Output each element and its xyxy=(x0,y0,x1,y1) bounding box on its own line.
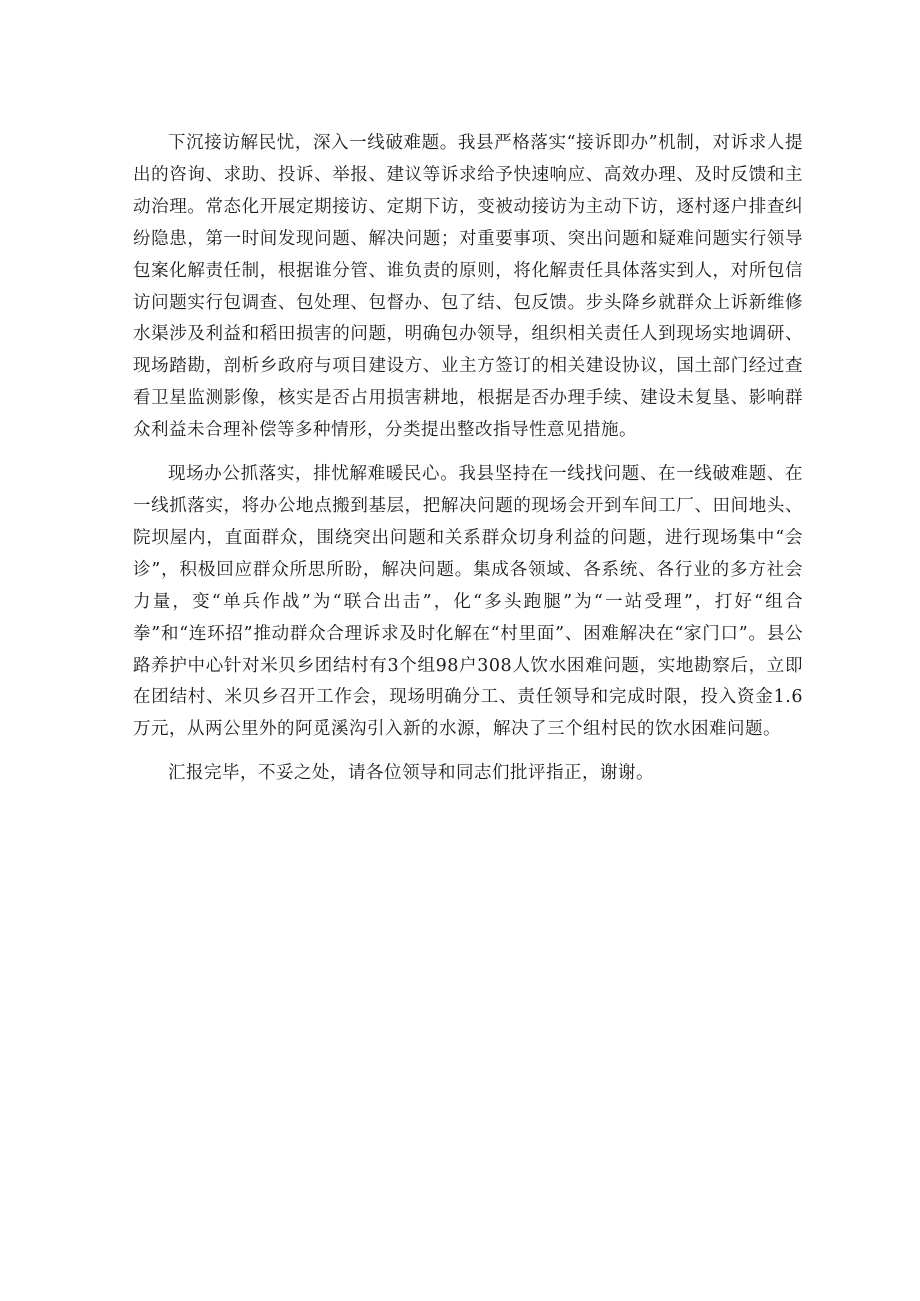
paragraph-onsite-office: 现场办公抓落实，排忧解难暖民心。我县坚持在一线找问题、在一线破难题、在一线抓落实，将办公地点搬到基层，把解决问题的现场会开到车间工厂、田间地头、院坝屋内，直面群众，围绕突出问题和关系群众切身利益的问题，进行现场集中“会诊”，积极回应群众所思所盼，解决问题。集成各领域、各系统、各行业的多方社会力量，变“单兵作战”为“联合出击”，化“多头跑腿”为“一站受理”，打好“组合拳”和“连环招”推动群众合理诉求及时化解在“村里面”、困难解决在“家门口”。县公路养护中心针对米贝乡团结村有3个组98户308人饮水困难问题，实地勘察后，立即在团结村、米贝乡召开工作会，现场明确分工、责任领导和完成时限，投入资金1.6万元，从两公里外的阿觅溪沟引入新的水源，解决了三个组村民的饮水困难问题。 xyxy=(133,464,803,740)
document-body xyxy=(133,128,803,802)
paragraph-petition-visits: 下沉接访解民忧，深入一线破难题。我县严格落实“接诉即办”机制，对诉求人提出的咨询、求助、投诉、举报、建议等诉求给予快速响应、高效办理、及时反馈和主动治理。常态化开展定期接访、定期下访，变被动接访为主动下访，逐村逐户排查纠纷隐患，第一时间发现问题、解决问题；对重要事项、突出问题和疑难问题实行领导包案化解责任制，根据谁分管、谁负责的原则，将化解责任具体落实到人，对所包信访问题实行包调查、包处理、包督办、包了结、包反馈。步头降乡就群众上诉新维修水渠涉及利益和稻田损害的问题，明确包办领导，组织相关责任人到现场实地调研、现场踏勘，剖析乡政府与项目建设方、业主方签订的相关建设协议，国土部门经过查看卫星监测影像，核实是否占用损害耕地，根据是否办理手续、建设未复垦、影响群众利益未合理补偿等多种情形，分类提出整改指导性意见措施。 xyxy=(133,133,803,441)
paragraph-closing: 汇报完毕，不妥之处，请各位领导和同志们批评指正，谢谢。 xyxy=(168,763,654,784)
